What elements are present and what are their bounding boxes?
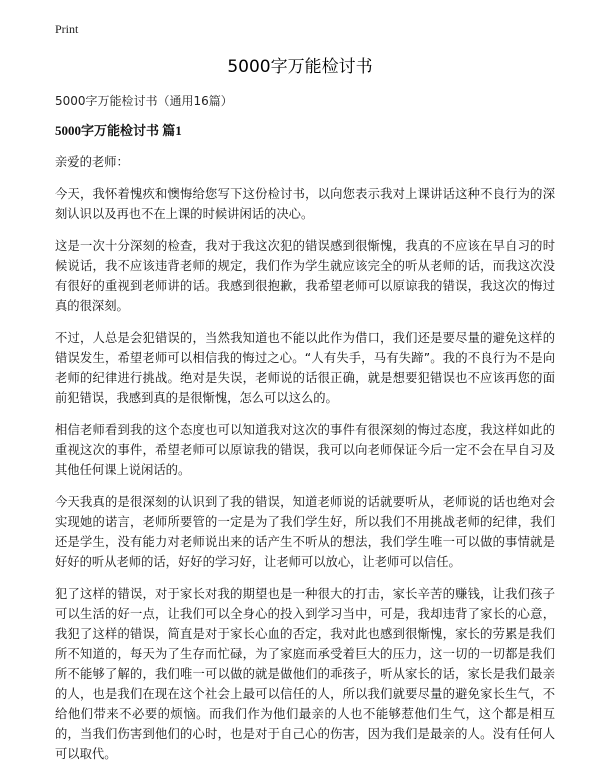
paragraph-4: 相信老师看到我的这个态度也可以知道我对这次的事件有很深刻的悔过态度，我这样如此的重视这次的事件，希望老师可以原谅我的错误，我可以向老师保证今后一定不会在早自习及其他任何课上说闲话的。	[55, 423, 555, 477]
section-heading: 5000字万能检讨书 篇1	[55, 123, 182, 138]
paragraph-1: 今天，我怀着愧疚和懊悔给您写下这份检讨书，以向您表示我对上课讲话这种不良行为的深刻认识以及再也不在上课的时候讲闲话的决心。	[55, 187, 555, 221]
paragraph-6: 犯了这样的错误，对于家长对我的期望也是一种很大的打击，家长辛苦的赚钱，让我们孩子可以生活的好一点，让我们可以全身心的投入到学习当中，可是，我却违背了家长的心意，我犯了这样的错误，简直是对于家长心血的否定，我对此也感到很惭愧，家长的劳累是我们所不知道的，每天为了生存而忙碌，为了家庭而承受着巨大的压力，这一切的一切都是我们所不能够了解的，我们唯一可以做的就是做他们的乖孩子，听从家长的话，家长是我们最亲的人，也是我们在现在这个社会上最可以信任的人，所以我们就要尽量的避免家长生气，不给他们带来不必要的烦恼。而我们作为他们最亲的人也不能够惹他们生气，这个都是相互的，当我们伤害到他们的心时，也是对于自己心的伤害，因为我们是最亲的人。没有任何人可以取代。	[55, 587, 555, 761]
paragraph-3: 不过，人总是会犯错误的，当然我知道也不能以此作为借口，我们还是要尽量的避免这样的错误发生，希望老师可以相信我的悔过之心。“人有失手，马有失蹄”。我的不良行为不是向老师的纪律进行挑战。绝对是失误，老师说的话很正确，就是想要犯错误也不应该再您的面前犯错误，我感到真的是很惭愧，怎么可以这么的。	[55, 331, 555, 405]
document-title: 5000字万能检讨书	[227, 57, 373, 77]
print-link[interactable]: Print	[55, 22, 79, 36]
paragraph-2: 这是一次十分深刻的检查，我对于我这次犯的错误感到很惭愧，我真的不应该在早自习的时候说话，我不应该违背老师的规定，我们作为学生就应该完全的听从老师的话，而我这次没有很好的重视到老师讲的话。我感到很抱歉，我希望老师可以原谅我的错误，我这次的悔过真的很深刻。	[55, 239, 555, 313]
document-subtitle: 5000字万能检讨书（通用16篇）	[55, 94, 233, 108]
greeting: 亲爱的老师：	[55, 155, 129, 169]
paragraph-5: 今天我真的是很深刻的认识到了我的错误，知道老师说的话就要听从，老师说的话也绝对会实现她的诺言，老师所要管的一定是为了我们学生好，所以我们不用挑战老师的纪律，我们还是学生，没有能力对老师说出来的话产生不听从的想法，我们学生唯一可以做的事情就是好好的听从老师的话，好好的学习好，让老师可以放心，让老师可以信任。	[55, 495, 555, 569]
document-body	[55, 92, 555, 776]
